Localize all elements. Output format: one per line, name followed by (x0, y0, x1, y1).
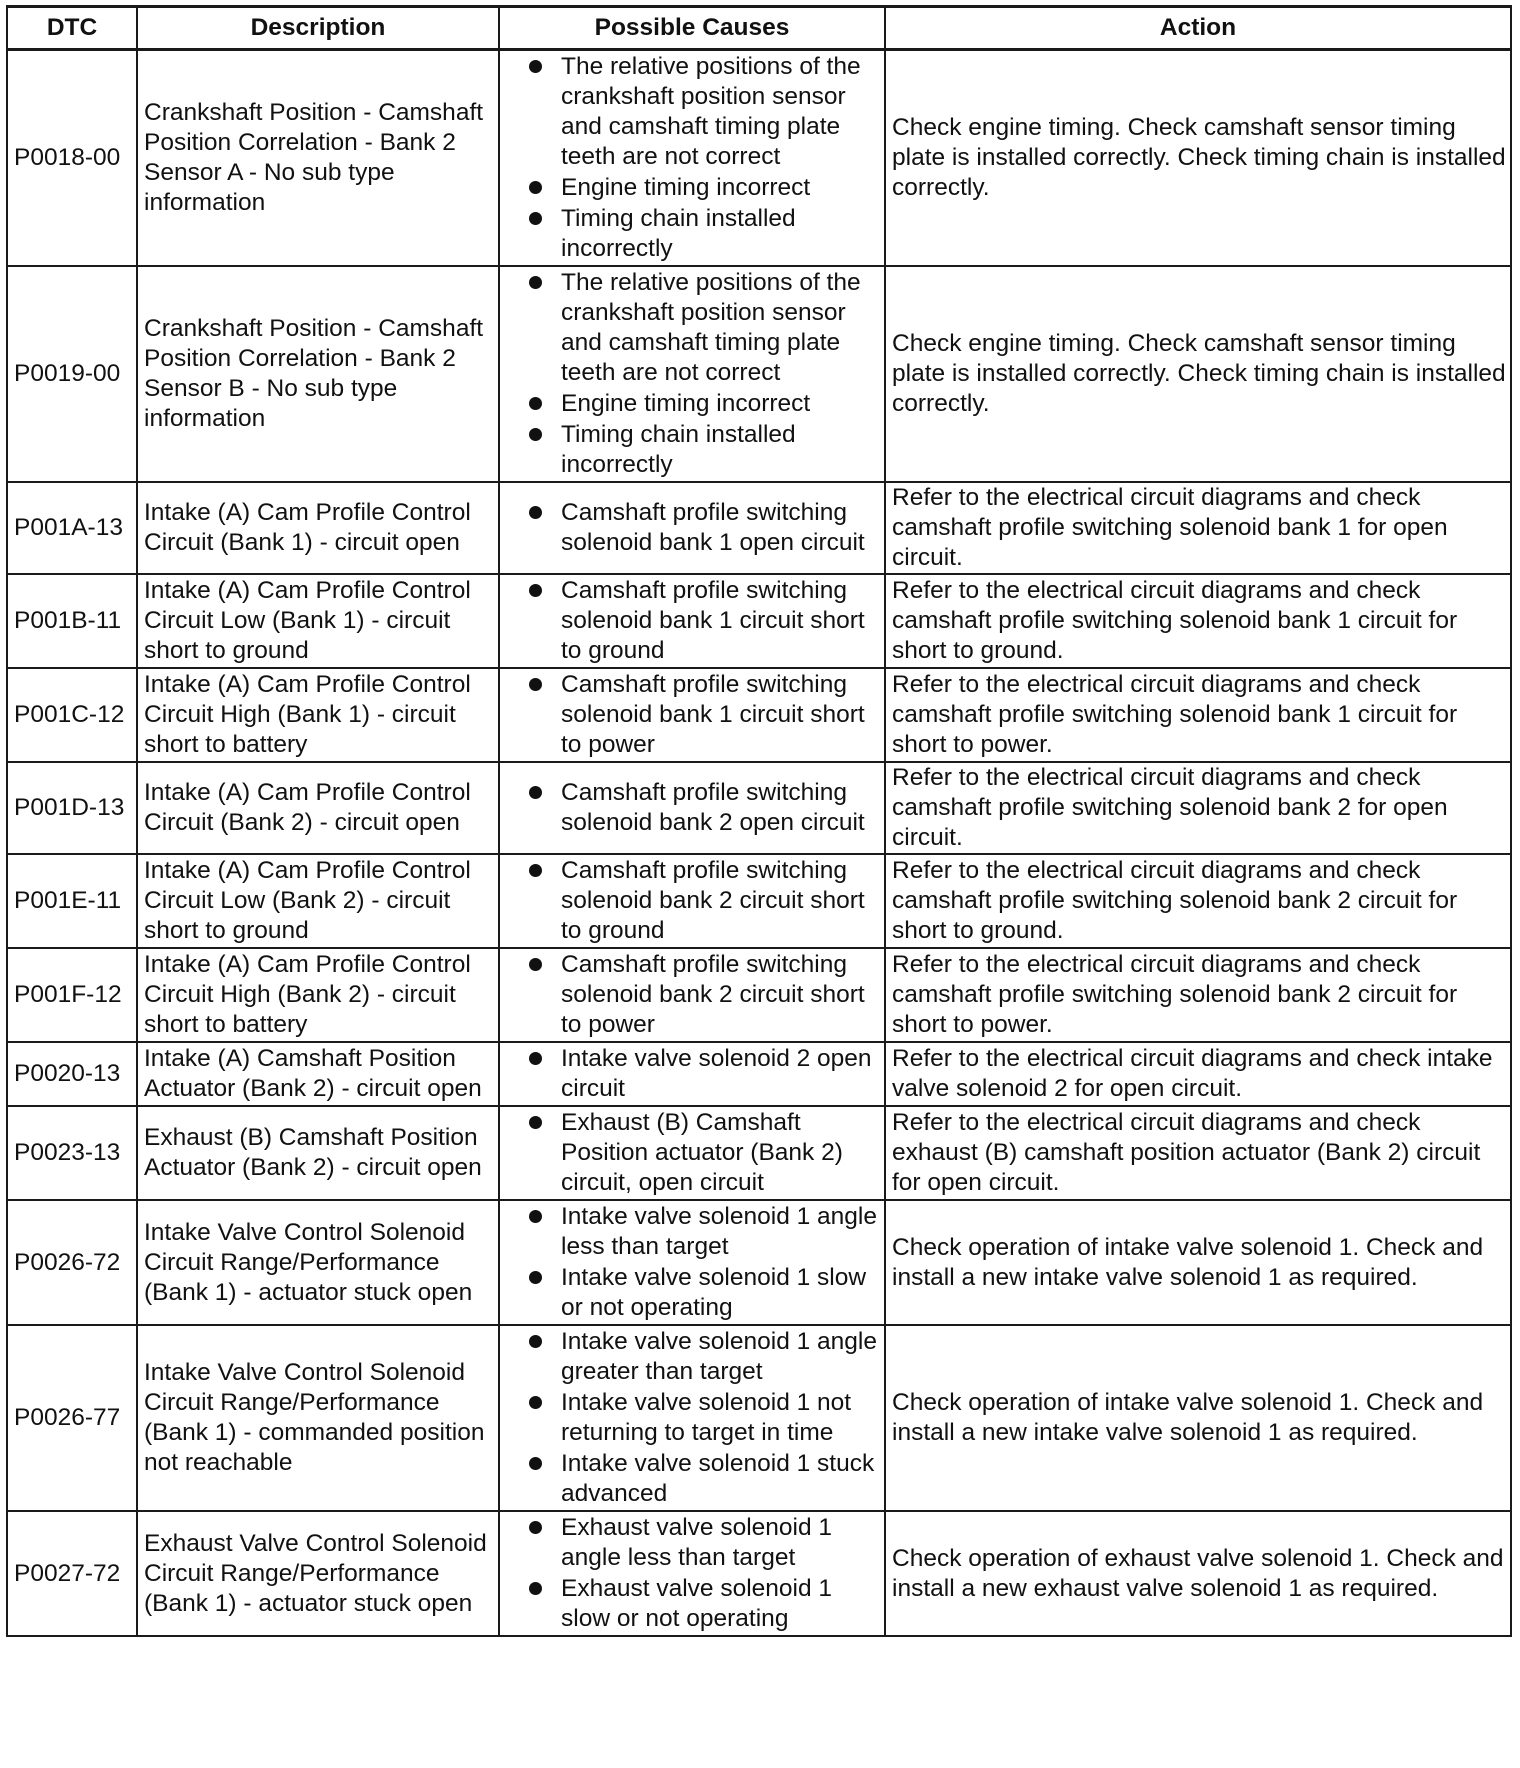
dtc-description: Intake Valve Control Solenoid Circuit Range/Performance (Bank 1) - commanded position not reachable (137, 1325, 499, 1511)
cause-text: Exhaust valve solenoid 1 angle less than target (561, 1514, 833, 1571)
cause-text: Camshaft profile switching solenoid bank 1 circuit short to ground (561, 577, 865, 664)
cause-item (506, 1449, 880, 1509)
cause-text: Camshaft profile switching solenoid bank 2 circuit short to ground (561, 857, 865, 944)
dtc-action: Check operation of exhaust valve solenoid 1. Check and install a new exhaust valve solenoid 1 as required. (885, 1511, 1511, 1636)
possible-causes-cell (499, 50, 885, 267)
dtc-description: Intake (A) Cam Profile Control Circuit (Bank 1) - circuit open (137, 482, 499, 574)
dtc-action: Check engine timing. Check camshaft sensor timing plate is installed correctly. Check timing chain is installed correctly. (885, 50, 1511, 267)
cause-text: Engine timing incorrect (561, 390, 811, 417)
possible-causes-cell (499, 762, 885, 854)
dtc-code: P0018-00 (7, 50, 137, 267)
bullet-icon (529, 1335, 542, 1348)
dtc-code: P0020-13 (7, 1042, 137, 1106)
dtc-description: Intake (A) Cam Profile Control Circuit Low (Bank 2) - circuit short to ground (137, 854, 499, 948)
dtc-description: Exhaust (B) Camshaft Position Actuator (Bank 2) - circuit open (137, 1106, 499, 1200)
cause-item (506, 1108, 880, 1198)
possible-causes-cell (499, 574, 885, 668)
bullet-icon (529, 506, 542, 519)
dtc-description: Exhaust Valve Control Solenoid Circuit Range/Performance (Bank 1) - actuator stuck open (137, 1511, 499, 1636)
table-row (7, 762, 1511, 854)
table-row (7, 574, 1511, 668)
dtc-action: Refer to the electrical circuit diagrams and check camshaft profile switching solenoid bank 1 for open circuit. (885, 482, 1511, 574)
possible-causes-cell (499, 1511, 885, 1636)
table-header-row (7, 7, 1511, 50)
dtc-action: Refer to the electrical circuit diagrams and check camshaft profile switching solenoid bank 2 for open circuit. (885, 762, 1511, 854)
cause-item (506, 856, 880, 946)
dtc-action: Refer to the electrical circuit diagrams and check camshaft profile switching solenoid bank 2 circuit for short to power. (885, 948, 1511, 1042)
possible-causes-list (506, 498, 880, 558)
cause-text: Exhaust valve solenoid 1 slow or not operating (561, 1575, 833, 1632)
dtc-description: Intake (A) Cam Profile Control Circuit High (Bank 1) - circuit short to battery (137, 668, 499, 762)
bullet-icon (529, 181, 542, 194)
dtc-action: Refer to the electrical circuit diagrams and check camshaft profile switching solenoid bank 1 circuit for short to power. (885, 668, 1511, 762)
dtc-action: Check operation of intake valve solenoid 1. Check and install a new intake valve solenoid 1 as required. (885, 1325, 1511, 1511)
possible-causes-list (506, 778, 880, 838)
cause-text: Intake valve solenoid 1 not returning to target in time (561, 1389, 852, 1446)
cause-item (506, 576, 880, 666)
cause-item (506, 52, 880, 172)
table-row (7, 1106, 1511, 1200)
dtc-description: Intake Valve Control Solenoid Circuit Range/Performance (Bank 1) - actuator stuck open (137, 1200, 499, 1325)
bullet-icon (529, 60, 542, 73)
cause-text: The relative positions of the crankshaft position sensor and camshaft timing plate teeth are not correct (561, 53, 861, 170)
dtc-code: P001A-13 (7, 482, 137, 574)
possible-causes-cell (499, 1042, 885, 1106)
possible-causes-list (506, 576, 880, 666)
cause-item (506, 173, 880, 203)
table-row (7, 266, 1511, 482)
cause-item (506, 1574, 880, 1634)
bullet-icon (529, 397, 542, 410)
bullet-icon (529, 428, 542, 441)
header-action: Action (885, 7, 1511, 50)
table-row (7, 1200, 1511, 1325)
cause-item (506, 268, 880, 388)
possible-causes-cell (499, 668, 885, 762)
cause-item (506, 1263, 880, 1323)
possible-causes-cell (499, 1325, 885, 1511)
possible-causes-list (506, 1044, 880, 1104)
cause-text: Camshaft profile switching solenoid bank 1 open circuit (561, 499, 865, 556)
dtc-code: P0019-00 (7, 266, 137, 482)
possible-causes-list (506, 856, 880, 946)
table-row (7, 948, 1511, 1042)
bullet-icon (529, 1210, 542, 1223)
cause-item (506, 389, 880, 419)
dtc-code: P001C-12 (7, 668, 137, 762)
bullet-icon (529, 958, 542, 971)
dtc-code: P001F-12 (7, 948, 137, 1042)
cause-item (506, 420, 880, 480)
dtc-code: P0026-72 (7, 1200, 137, 1325)
bullet-icon (529, 276, 542, 289)
cause-text: Camshaft profile switching solenoid bank 1 circuit short to power (561, 671, 865, 758)
table-row (7, 1325, 1511, 1511)
bullet-icon (529, 1582, 542, 1595)
dtc-action: Refer to the electrical circuit diagrams and check camshaft profile switching solenoid bank 1 circuit for short to ground. (885, 574, 1511, 668)
dtc-code: P0023-13 (7, 1106, 137, 1200)
possible-causes-list (506, 268, 880, 480)
cause-item (506, 204, 880, 264)
dtc-description: Intake (A) Cam Profile Control Circuit (Bank 2) - circuit open (137, 762, 499, 854)
table-row (7, 1042, 1511, 1106)
possible-causes-cell (499, 482, 885, 574)
dtc-action: Check operation of intake valve solenoid 1. Check and install a new intake valve solenoid 1 as required. (885, 1200, 1511, 1325)
dtc-action: Refer to the electrical circuit diagrams and check camshaft profile switching solenoid bank 2 circuit for short to ground. (885, 854, 1511, 948)
possible-causes-list (506, 52, 880, 264)
cause-text: Camshaft profile switching solenoid bank 2 open circuit (561, 779, 865, 836)
bullet-icon (529, 584, 542, 597)
table-body (7, 50, 1511, 1637)
dtc-description: Crankshaft Position - Camshaft Position Correlation - Bank 2 Sensor A - No sub type information (137, 50, 499, 267)
bullet-icon (529, 786, 542, 799)
bullet-icon (529, 1116, 542, 1129)
bullet-icon (529, 1396, 542, 1409)
table-row (7, 668, 1511, 762)
bullet-icon (529, 1052, 542, 1065)
possible-causes-list (506, 950, 880, 1040)
cause-text: The relative positions of the crankshaft position sensor and camshaft timing plate teeth are not correct (561, 269, 861, 386)
cause-text: Timing chain installed incorrectly (561, 205, 796, 262)
cause-text: Intake valve solenoid 2 open circuit (561, 1045, 872, 1102)
bullet-icon (529, 1457, 542, 1470)
possible-causes-cell (499, 1200, 885, 1325)
bullet-icon (529, 212, 542, 225)
possible-causes-list (506, 670, 880, 760)
dtc-action: Refer to the electrical circuit diagrams and check exhaust (B) camshaft position actuator (Bank 2) circuit for open circuit. (885, 1106, 1511, 1200)
cause-text: Intake valve solenoid 1 slow or not operating (561, 1264, 867, 1321)
dtc-description: Crankshaft Position - Camshaft Position Correlation - Bank 2 Sensor B - No sub type information (137, 266, 499, 482)
cause-item (506, 1388, 880, 1448)
dtc-description: Intake (A) Cam Profile Control Circuit High (Bank 2) - circuit short to battery (137, 948, 499, 1042)
bullet-icon (529, 1271, 542, 1284)
cause-item (506, 1202, 880, 1262)
table-row (7, 482, 1511, 574)
header-dtc: DTC (7, 7, 137, 50)
cause-item (506, 1513, 880, 1573)
cause-item (506, 1327, 880, 1387)
cause-item (506, 670, 880, 760)
header-description: Description (137, 7, 499, 50)
table-row (7, 1511, 1511, 1636)
cause-text: Timing chain installed incorrectly (561, 421, 796, 478)
cause-item (506, 498, 880, 558)
cause-text: Camshaft profile switching solenoid bank 2 circuit short to power (561, 951, 865, 1038)
possible-causes-cell (499, 266, 885, 482)
possible-causes-list (506, 1202, 880, 1323)
possible-causes-cell (499, 854, 885, 948)
header-possible-causes: Possible Causes (499, 7, 885, 50)
table-row (7, 854, 1511, 948)
dtc-description: Intake (A) Camshaft Position Actuator (Bank 2) - circuit open (137, 1042, 499, 1106)
possible-causes-list (506, 1327, 880, 1509)
dtc-code: P0027-72 (7, 1511, 137, 1636)
cause-item (506, 1044, 880, 1104)
bullet-icon (529, 678, 542, 691)
cause-text: Engine timing incorrect (561, 174, 811, 201)
cause-text: Intake valve solenoid 1 stuck advanced (561, 1450, 875, 1507)
possible-causes-list (506, 1513, 880, 1634)
cause-item (506, 778, 880, 838)
dtc-table (6, 5, 1512, 1637)
cause-item (506, 950, 880, 1040)
bullet-icon (529, 1521, 542, 1534)
possible-causes-list (506, 1108, 880, 1198)
possible-causes-cell (499, 1106, 885, 1200)
dtc-code: P001D-13 (7, 762, 137, 854)
bullet-icon (529, 864, 542, 877)
cause-text: Exhaust (B) Camshaft Position actuator (Bank 2) circuit, open circuit (561, 1109, 843, 1196)
table-row (7, 50, 1511, 267)
dtc-code: P0026-77 (7, 1325, 137, 1511)
dtc-action: Refer to the electrical circuit diagrams and check intake valve solenoid 2 for open circuit. (885, 1042, 1511, 1106)
dtc-description: Intake (A) Cam Profile Control Circuit Low (Bank 1) - circuit short to ground (137, 574, 499, 668)
cause-text: Intake valve solenoid 1 angle greater than target (561, 1328, 877, 1385)
dtc-code: P001B-11 (7, 574, 137, 668)
cause-text: Intake valve solenoid 1 angle less than target (561, 1203, 877, 1260)
possible-causes-cell (499, 948, 885, 1042)
dtc-code: P001E-11 (7, 854, 137, 948)
dtc-action: Check engine timing. Check camshaft sensor timing plate is installed correctly. Check timing chain is installed correctly. (885, 266, 1511, 482)
